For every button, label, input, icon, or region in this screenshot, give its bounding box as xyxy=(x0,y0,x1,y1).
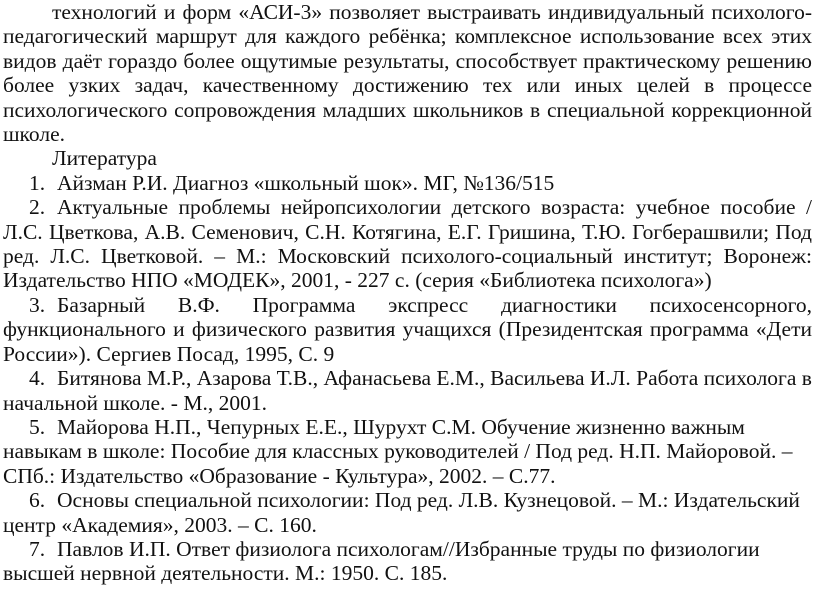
reference-number: 7. xyxy=(29,536,46,561)
reference-number: 5. xyxy=(29,414,46,439)
reference-item-2 xyxy=(3,195,812,293)
reference-text: Актуальные проблемы нейропсихологии детского возраста: учебное пособие / Л.С. Цветкова, А.В. Семенович, С.Н. Котягина, Е.Г. Гришина, Т.Ю. Гогберашвили; Под ред. Л.С. Цветковой. – М.: Московский психолого-социальный институт; Воронеж: Издательство НПО «МОДЕК», 2001, - 227 с. (серия «Библиотека психолога») xyxy=(3,195,812,293)
reference-item-7 xyxy=(3,537,812,586)
reference-number: 1. xyxy=(29,170,46,195)
reference-text: Павлов И.П. Ответ физиолога психологам//Избранные труды по физиологии высшей нервной деятельности. М.: 1950. С. 185. xyxy=(3,536,760,586)
reference-text: Айзман Р.И. Диагноз «школьный шок». МГ, №136/515 xyxy=(57,170,555,195)
reference-item-3 xyxy=(3,293,812,366)
reference-item-4 xyxy=(3,366,812,415)
reference-number: 6. xyxy=(29,488,46,513)
reference-text: Базарный В.Ф. Программа экспресс диагностики психосенсорного, функционального и физического развития учащихся (Президентская программа «Дети России»). Сергиев Посад, 1995, С. 9 xyxy=(3,292,812,366)
literature-heading: Литература xyxy=(52,146,157,171)
reference-number: 3. xyxy=(29,292,46,317)
document-page xyxy=(3,0,812,586)
reference-number: 2. xyxy=(29,195,46,220)
reference-text: Основы специальной психологии: Под ред. Л.В. Кузнецовой. – М.: Издательский центр «Академия», 2003. – С. 160. xyxy=(3,488,800,537)
reference-item-6 xyxy=(3,488,812,537)
reference-text: Битянова М.Р., Азарова Т.В., Афанасьева Е.М., Васильева И.Л. Работа психолога в начальной школе. - М., 2001. xyxy=(3,366,812,415)
intro-paragraph: технологий и форм «АСИ-3» позволяет выстраивать индивидуальный психолого-педагогический маршрут для каждого ребёнка; комплексное использование всех этих видов даёт гораздо более ощутимые результаты, способствует практическому решению более узких задач, качественному достижению тех или иных целей в процессе психологического сопровождения младших школьников в специальной коррекционной школе. xyxy=(3,0,812,147)
reference-text: Майорова Н.П., Чепурных Е.Е., Шурухт С.М. Обучение жизненно важным навыкам в школе: Пособие для классных руководителей / Под ред. Н.П. Майоровой. – СПб.: Издательство «Образование - Культура», 2002. – С.77. xyxy=(3,414,793,488)
reference-item-1 xyxy=(3,171,812,195)
reference-number: 4. xyxy=(29,366,46,391)
reference-item-5 xyxy=(3,415,812,488)
